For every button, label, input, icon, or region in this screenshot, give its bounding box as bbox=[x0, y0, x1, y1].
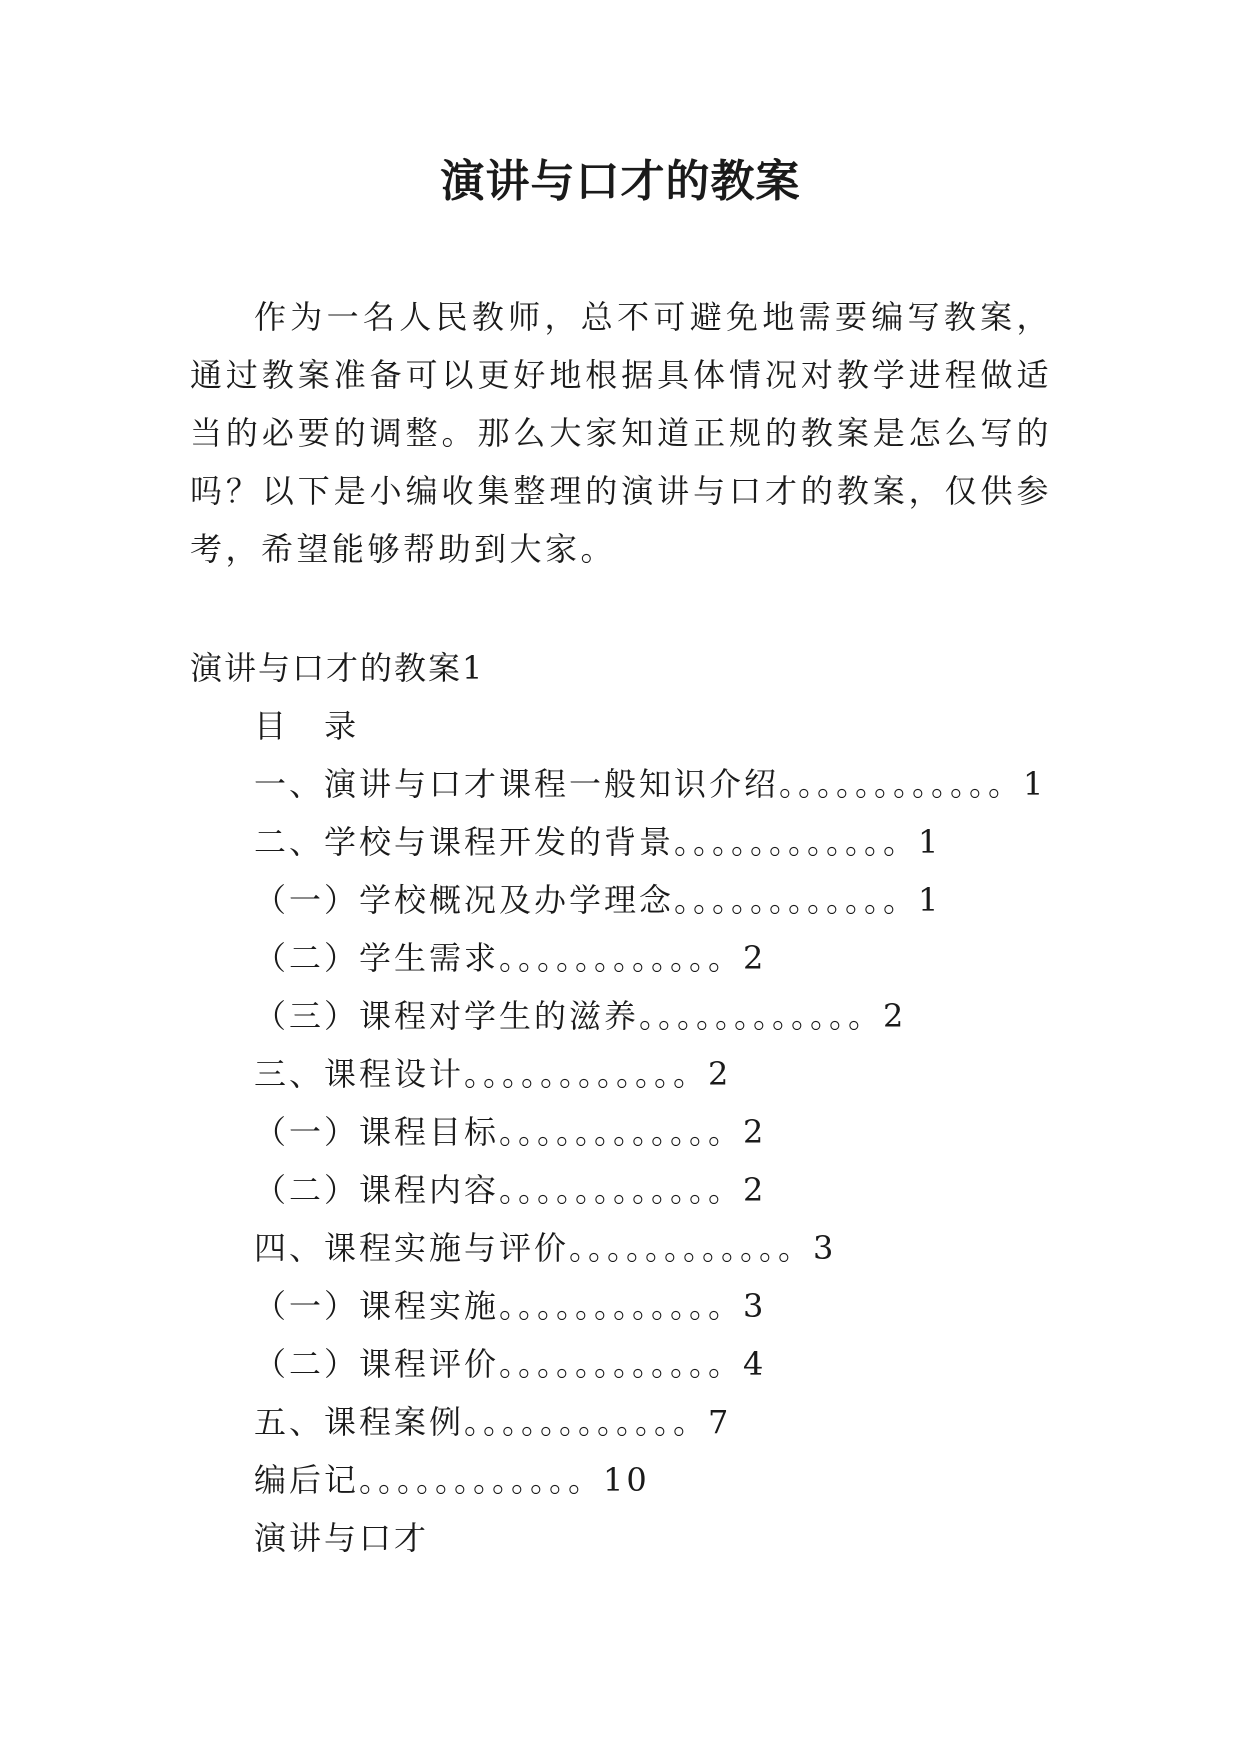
toc-item: （三）课程对学生的滋养。。。。。。。。。。。。2 bbox=[254, 997, 907, 1035]
toc-item: （一）课程目标。。。。。。。。。。。。2 bbox=[254, 1113, 767, 1151]
section-heading: 演讲与口才的教案1 bbox=[190, 649, 485, 687]
toc-item: 一、演讲与口才课程一般知识介绍。。。。。。。。。。。。1 bbox=[254, 765, 1047, 803]
toc-item: （一）学校概况及办学理念。。。。。。。。。。。。1 bbox=[254, 881, 942, 919]
toc-item: （一）课程实施。。。。。。。。。。。。3 bbox=[254, 1287, 767, 1325]
page-title: 演讲与口才的教案 bbox=[440, 156, 801, 207]
toc-item: 四、课程实施与评价。。。。。。。。。。。。3 bbox=[254, 1229, 837, 1267]
toc-item: （二）课程评价。。。。。。。。。。。。4 bbox=[254, 1345, 767, 1383]
toc-item: （二）课程内容。。。。。。。。。。。。2 bbox=[254, 1171, 767, 1209]
toc-item: 二、学校与课程开发的背景。。。。。。。。。。。。1 bbox=[254, 823, 942, 861]
intro-paragraph: 作为一名人民教师，总不可避免地需要编写教案，通过教案准备可以更好地根据具体情况对教学进程做适当的必要的调整。那么大家知道正规的教案是怎么写的吗？以下是小编收集整理的演讲与口才的教案，仅供参考，希望能够帮助到大家。 bbox=[190, 298, 1052, 568]
table-of-contents bbox=[254, 697, 1046, 1567]
toc-item: 五、课程案例。。。。。。。。。。。。7 bbox=[254, 1403, 732, 1441]
toc-item: 演讲与口才 bbox=[254, 1519, 430, 1557]
toc-item: 三、课程设计。。。。。。。。。。。。2 bbox=[254, 1055, 732, 1093]
toc-item: （二）学生需求。。。。。。。。。。。。2 bbox=[254, 939, 767, 977]
toc-title: 目 录 bbox=[254, 707, 371, 745]
toc-item: 编后记。。。。。。。。。。。。10 bbox=[254, 1461, 650, 1499]
